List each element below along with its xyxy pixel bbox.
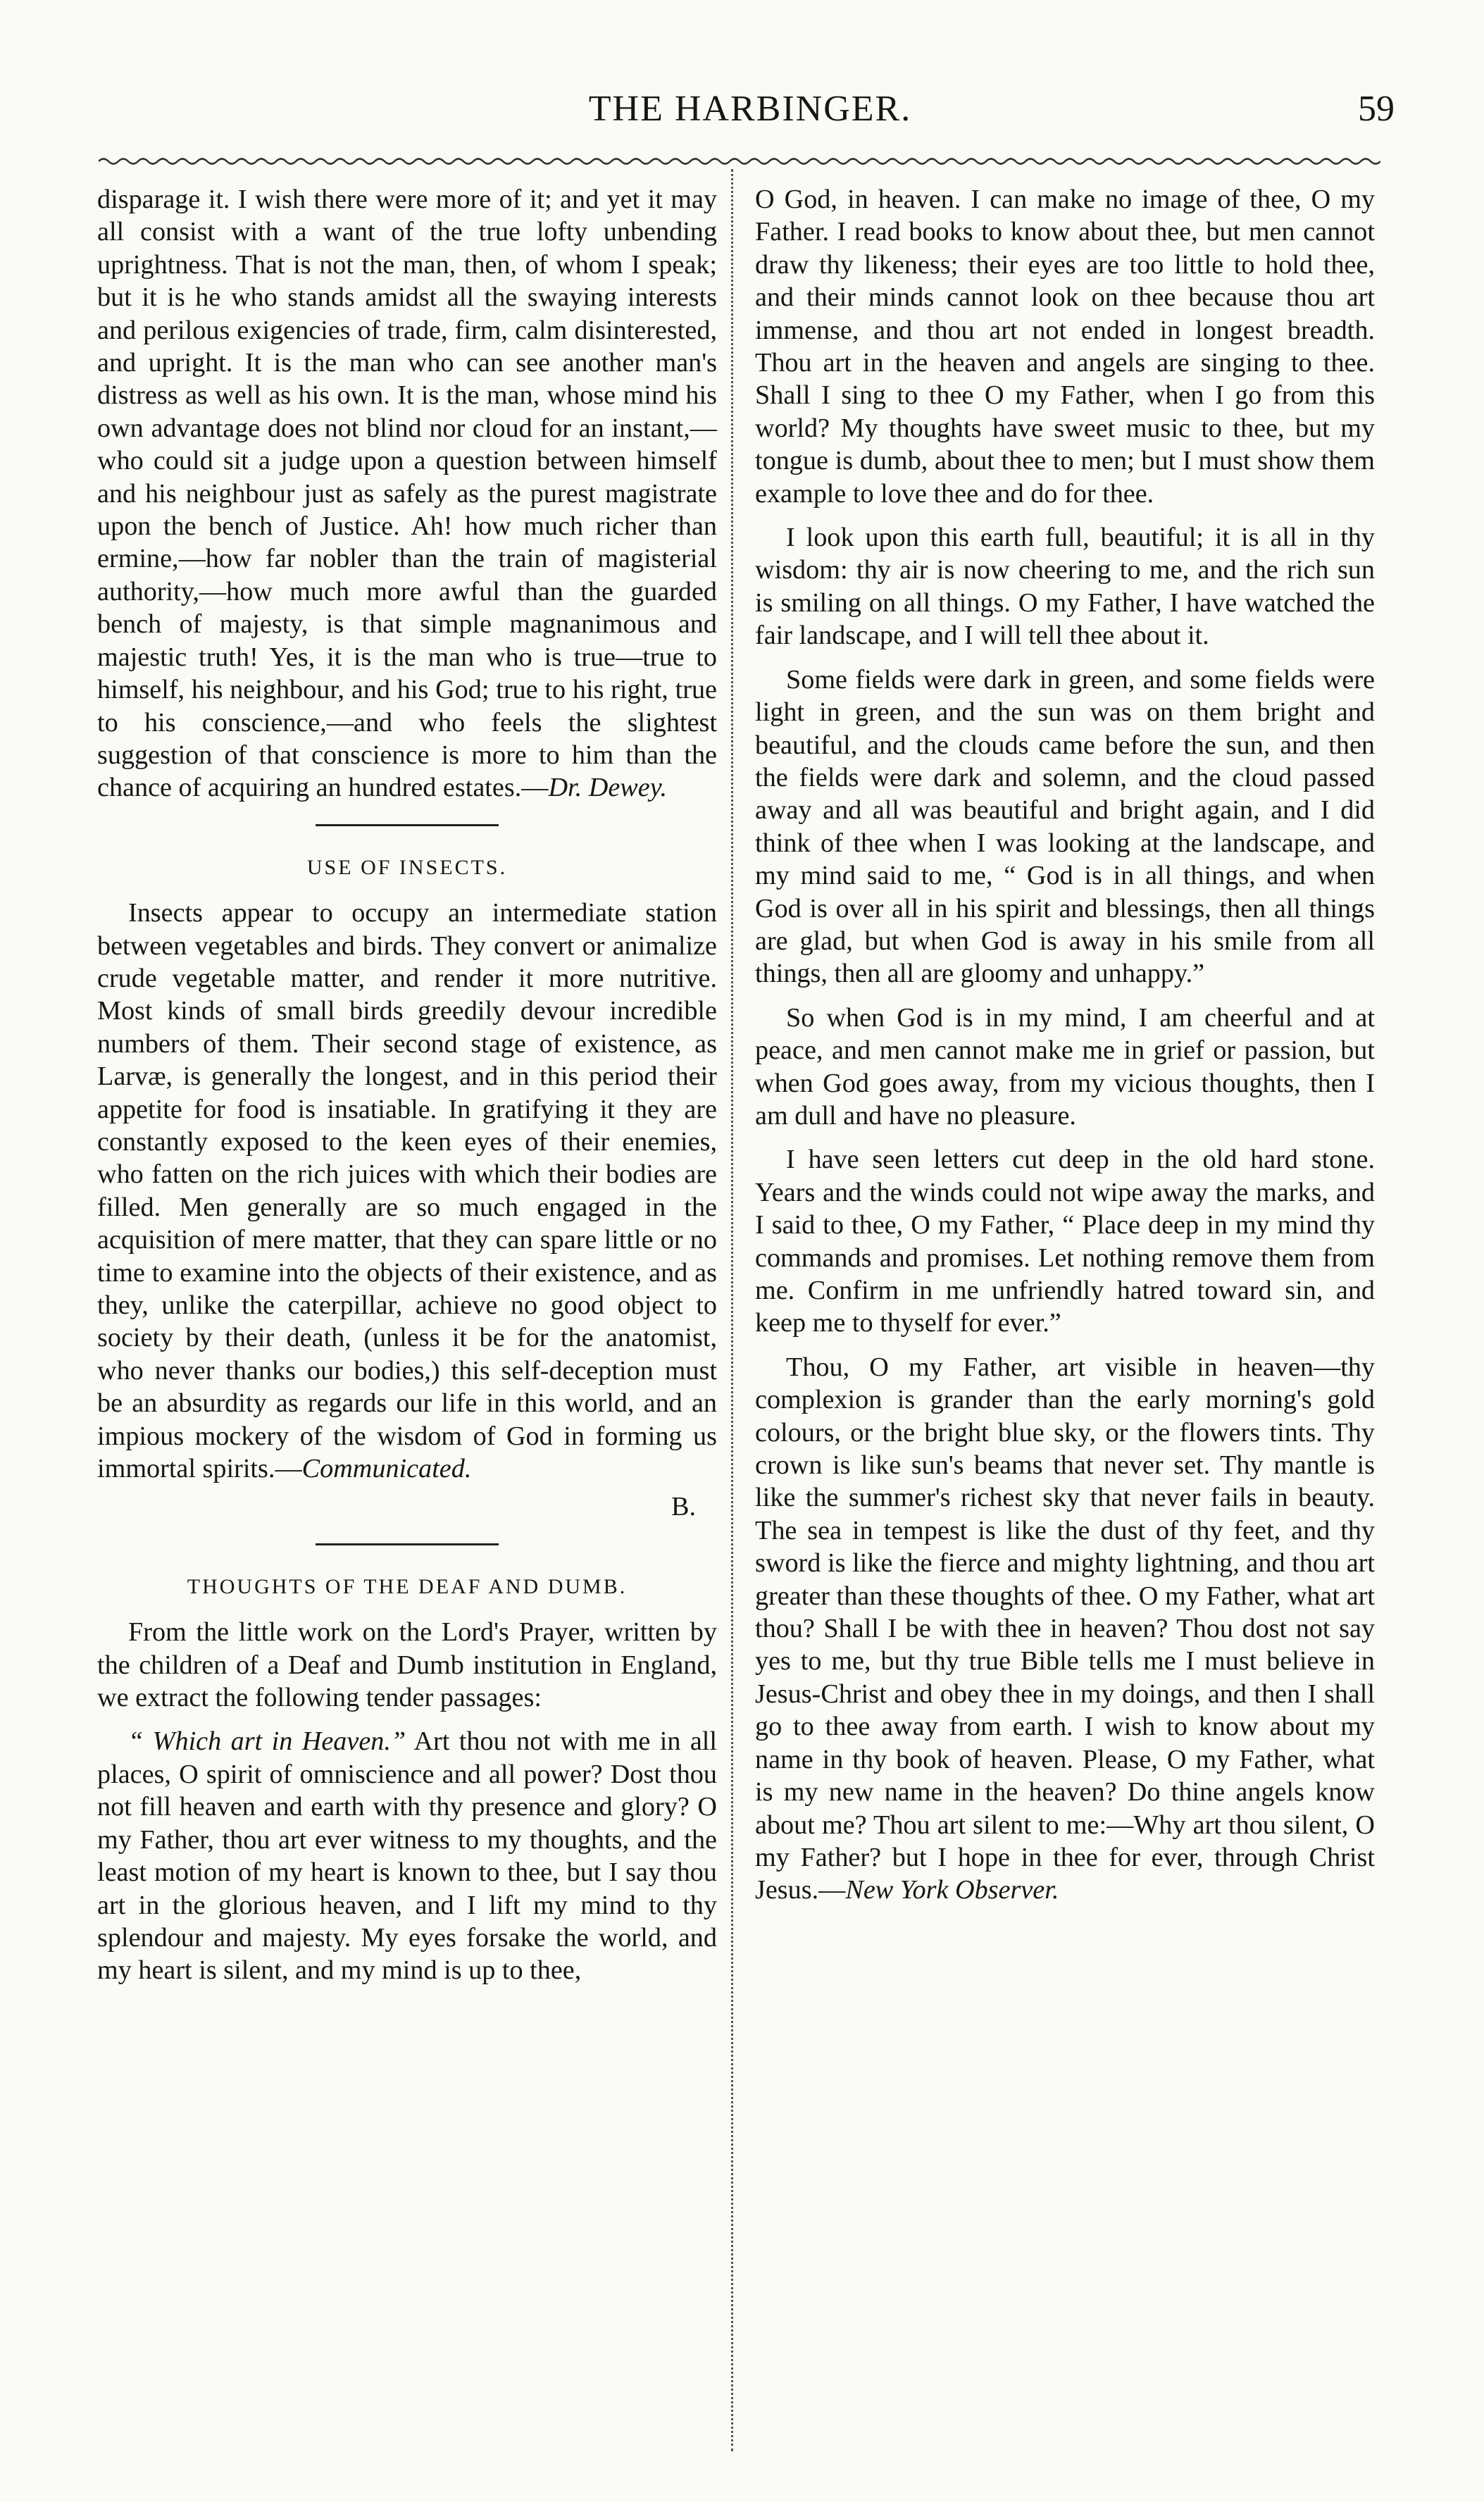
right-paragraph-1: O God, in heaven. I can make no image of thee, O my Father. I read books to know about thee, but men cannot draw thy likeness; their eyes are too little to hold thee, and their minds cannot look on thee because thou art immense, and thou art not ended in longest breadth. Thou art in the heaven and angels are singing to thee. Shall I sing to thee O my Father, when I go from this world? My thoughts have sweet music to thee, but my tongue is dumb, about thee to men; but I must show them example to love thee and do for thee. <box>755 185 1375 509</box>
wavy-header-rule <box>99 156 1380 166</box>
running-title: THE HARBINGER. <box>588 89 912 129</box>
insects-paragraph <box>97 897 717 1485</box>
section-rule <box>316 1543 499 1545</box>
final-attribution: New York Observer. <box>845 1875 1059 1905</box>
left-column <box>97 183 717 2460</box>
right-paragraph-6 <box>755 1351 1375 1907</box>
page-header <box>106 81 1395 144</box>
right-paragraph-6-text: Thou, O my Father, art visible in heaven—thy complexion is grander than the early morning's gold colours, or the bright blue sky, or the flowers tints. Thy crown is like sun's beams that never set. Thy mantle is like the summer's richest sky that never fails in beauty. The sea in tempest is like the dust of thy feet, and thy sword is like the fierce and mighty lightning, and thou art greater than these thoughts of thee. O my Father, what art thou? Shall I be with thee in heaven? Thou dost not say yes to me, but thy true Bible tells me I must believe in Jesus-Christ and obey thee in my doings, and then I shall go to thee away from earth. I wish to know about my name in thy book of heaven. Please, O my Father, what is my new name in the heaven? Do thine angels know about me? Thou art silent to me:—Why art thou silent, O my Father? but I hope in thee for ever, through Christ Jesus.— <box>755 1352 1375 1905</box>
insects-text: Insects appear to occupy an intermediate station between vegetables and birds. They convert or animalize crude vegetable matter, and render it more nutritive. Most kinds of small birds greedily devour incredible numbers of them. Their second stage of existence, as Larvæ, is generally the longest, and in this period their appetite for food is insatiable. In gratifying it they are constantly exposed to the keen eyes of their enemies, who fatten on the rich juices with which their bodies are filled. Men generally are so much engaged in the acquisition of mere matter, that they can spare little or no time to examine into the objects of their existence, and as they, unlike the caterpillar, achieve no good object to society by their death, (unless it be for the anatomist, who never thanks our bodies,) this self-deception must be an absurdity as regards our life in this world, and an impious mockery of the wisdom of God in forming us immortal spirits.— <box>97 898 717 1484</box>
deaf-intro-paragraph: From the little work on the Lord's Prayer, written by the children of a Deaf and Dumb institution in England, we extract the following tender passages: <box>97 1617 717 1713</box>
insects-section-title: USE OF INSECTS. <box>306 855 508 879</box>
essay-attribution: Dr. Dewey. <box>548 773 668 803</box>
deaf-quote-text: Art thou not with me in all places, O spirit of omniscience and all power? Dost thou not fill heaven and earth with thy presence and glory? O my Father, thou art ever witness to my thoughts, and the least motion of my heart is known to thee, but I say thou art in the glorious heaven, and I lift my mind to thy splendour and majesty. My eyes forsake the world, and my heart is silent, and my mind is up to thee, <box>97 1726 718 1986</box>
insects-signoff: B. <box>671 1492 696 1522</box>
insects-attribution: Communicated. <box>301 1454 472 1484</box>
section-rule <box>316 824 499 826</box>
essay-paragraph <box>97 183 717 804</box>
right-paragraph-3: Some fields were dark in green, and some fields were light in green, and the sun was on them bright and beautiful, and the clouds came before the sun, and then the fields were dark and solemn, and the cloud passed away and all was beautiful and bright again, and I did think of thee when I was looking at the landscape, and my mind said to me, “ God is in all things, and when God is over all in his spirit and blessings, then all things are glad, but when God is away in his smile from all things, then all are gloomy and unhappy.” <box>755 664 1375 989</box>
right-paragraph-5: I have seen letters cut deep in the old hard stone. Years and the winds could not wipe away the marks, and I said to thee, O my Father, “ Place deep in my mind thy commands and promises. Let nothing remove them from me. Confirm in me unfriendly hatred toward sin, and keep me to thyself for ever.” <box>755 1145 1375 1338</box>
deaf-section-title: THOUGHTS OF THE DEAF AND DUMB. <box>187 1574 628 1598</box>
deaf-quote-paragraph <box>97 1725 717 1986</box>
column-divider <box>731 169 744 2451</box>
deaf-quote-lead: “ Which art in Heaven.” <box>128 1726 406 1757</box>
page-number: 59 <box>1358 89 1395 129</box>
right-paragraph-4: So when God is in my mind, I am cheerful and at peace, and men cannot make me in grief or passion, but when God goes away, from my vicious thoughts, then I am dull and have no pleasure. <box>755 1002 1375 1131</box>
essay-text: disparage it. I wish there were more of it; and yet it may all consist with a want of the true lofty unbending uprightness. That is not the man, then, of whom I speak; but it is he who stands amidst all the swaying interests and perilous exigencies of trade, firm, calm disinterested, and upright. It is the man who can see another man's distress as well as his own. It is the man, whose mind his own advantage does not blind nor cloud for an instant,—who could sit a judge upon a question between himself and his neighbour just as safely as the purest magistrate upon the bench of Justice. Ah! how much richer than ermine,—how far nobler than the train of magisterial authority,—how much more awful than the guarded bench of majesty, is that simple magnanimous and majestic truth! Yes, it is the man who is true—true to himself, his neighbour, and his God; true to his right, true to his conscience,—and who feels the slightest suggestion of that conscience is more to him than the chance of acquiring an hundred estates.— <box>97 185 717 803</box>
right-paragraph-2: I look upon this earth full, beautiful; it is all in thy wisdom: thy air is now cheering to me, and the rich sun is smiling on all things. O my Father, I have watched the fair landscape, and I will tell thee about it. <box>755 523 1375 651</box>
right-column <box>755 183 1375 2460</box>
